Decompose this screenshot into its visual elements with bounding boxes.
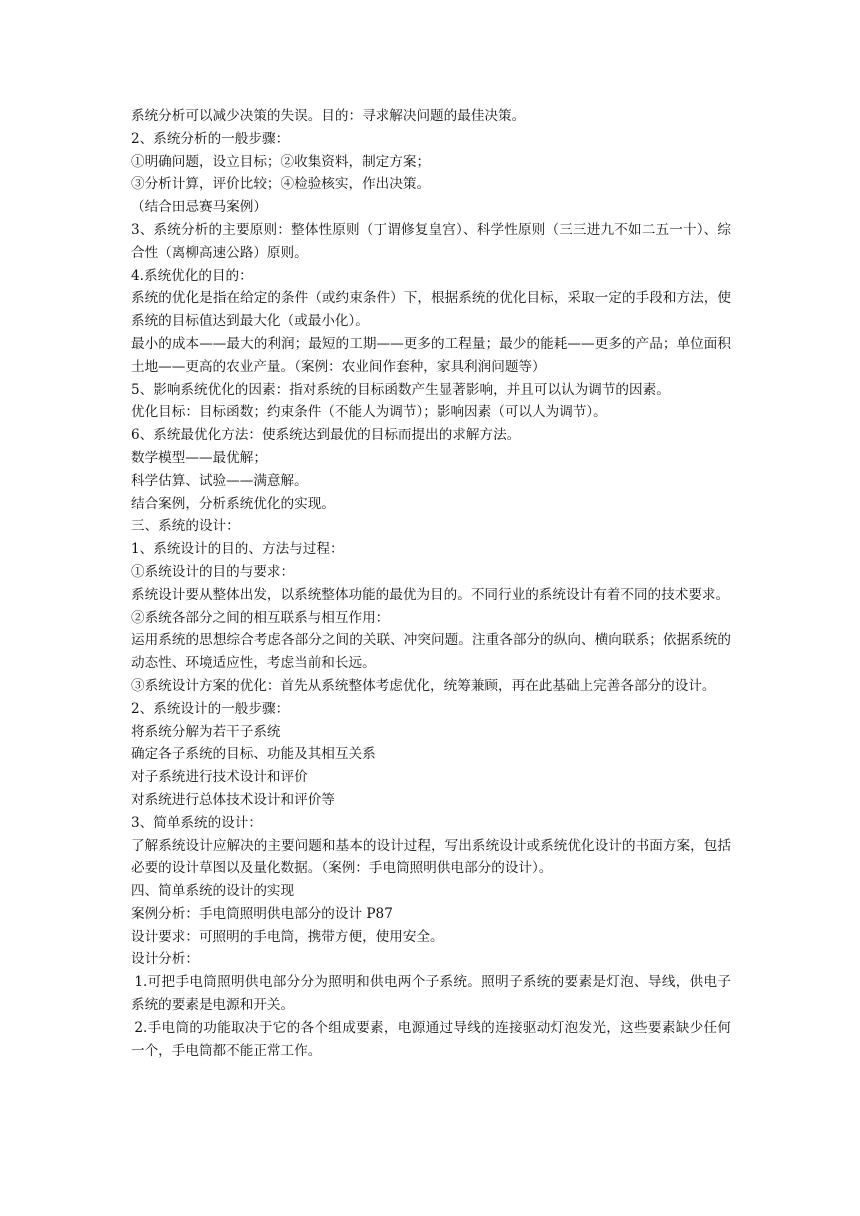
paragraph-12: 6、系统最优化方法：使系统达到最优的目标而提出的求解方法。: [131, 427, 521, 444]
paragraph-18: ①系统设计的目的与要求：: [131, 563, 295, 580]
paragraph-27: 对系统进行总体技术设计和评价等: [131, 791, 335, 808]
paragraph-11: 优化目标：目标函数；约束条件（不能人为调节）；影响因素（可以人为调节）。: [131, 404, 607, 421]
paragraph-34: 1.可把手电筒照明供电部分分为照明和供电两个子系统。照明子系统的要素是灯泡、导线，供电子系统的要素是电源和开关。: [131, 974, 731, 1014]
paragraph-33: 设计分析：: [131, 951, 199, 968]
paragraph-20: ②系统各部分之间的相互联系与相互作用：: [131, 609, 390, 626]
paragraph-8: 系统的优化是指在给定的条件（或约束条件）下，根据系统的优化目标，采取一定的手段和方法，使系统的目标值达到最大化（或最小化）。: [131, 290, 731, 330]
paragraph-31: 案例分析：手电筒照明供电部分的设计 P87: [131, 905, 393, 922]
paragraph-32: 设计要求：可照明的手电筒，携带方便，使用安全。: [131, 928, 444, 945]
paragraph-16: 三、系统的设计：: [131, 518, 240, 535]
paragraph-10: 5、影响系统优化的因素：指对系统的目标函数产生显著影响，并且可以认为调节的因素。: [131, 381, 670, 398]
paragraph-14: 科学估算、试验——满意解。: [131, 472, 308, 489]
paragraph-29: 了解系统设计应解决的主要问题和基本的设计过程，写出系统设计或系统优化设计的书面方案，包括必要的设计草图以及量化数据。（案例：手电筒照明供电部分的设计）。: [131, 837, 731, 877]
paragraph-3: ①明确问题，设立目标；②收集资料，制定方案；: [131, 153, 431, 170]
paragraph-15: 结合案例，分析系统优化的实现。: [131, 495, 335, 512]
document-body: [131, 105, 731, 1062]
paragraph-19: 系统设计要从整体出发，以系统整体功能的最优为目的。不同行业的系统设计有着不同的技术要求。: [131, 586, 730, 603]
paragraph-13: 数学模型——最优解；: [131, 449, 267, 466]
paragraph-21: 运用系统的思想综合考虑各部分之间的关联、冲突问题。注重各部分的纵向、横向联系；依据系统的动态性、环境适应性，考虑当前和长远。: [131, 632, 731, 672]
paragraph-30: 四、简单系统的设计的实现: [131, 883, 295, 900]
paragraph-5: （结合田忌赛马案例）: [131, 199, 267, 216]
paragraph-35: 2.手电筒的功能取决于它的各个组成要素，电源通过导线的连接驱动灯泡发光，这些要素缺少任何一个，手电筒都不能正常工作。: [131, 1019, 731, 1059]
paragraph-25: 确定各子系统的目标、功能及其相互关系: [131, 746, 376, 763]
paragraph-2: 2、系统分析的一般步骤：: [131, 130, 290, 147]
paragraph-7: 4.系统优化的目的：: [131, 267, 253, 284]
paragraph-24: 将系统分解为若干子系统: [131, 723, 281, 740]
paragraph-26: 对子系统进行技术设计和评价: [131, 769, 308, 786]
paragraph-22: ③系统设计方案的优化：首先从系统整体考虑优化，统筹兼顾，再在此基础上完善各部分的设计。: [131, 677, 716, 694]
paragraph-6: 3、系统分析的主要原则：整体性原则（丁谓修复皇宫）、科学性原则（三三进九不如二五一十）、综合性（离柳高速公路）原则。: [131, 221, 731, 261]
paragraph-4: ③分析计算，评价比较；④检验核实，作出决策。: [131, 176, 431, 193]
paragraph-9: 最小的成本——最大的利润；最短的工期——更多的工程量；最少的能耗——更多的产品；单位面积土地——更高的农业产量。（案例：农业间作套种，家具利润问题等）: [131, 335, 731, 375]
paragraph-1: 系统分析可以减少决策的失误。目的：寻求解决问题的最佳决策。: [131, 108, 526, 124]
paragraph-17: 1、系统设计的目的、方法与过程：: [131, 541, 344, 558]
paragraph-28: 3、简单系统的设计：: [131, 814, 262, 831]
paragraph-23: 2、系统设计的一般步骤：: [131, 700, 290, 717]
